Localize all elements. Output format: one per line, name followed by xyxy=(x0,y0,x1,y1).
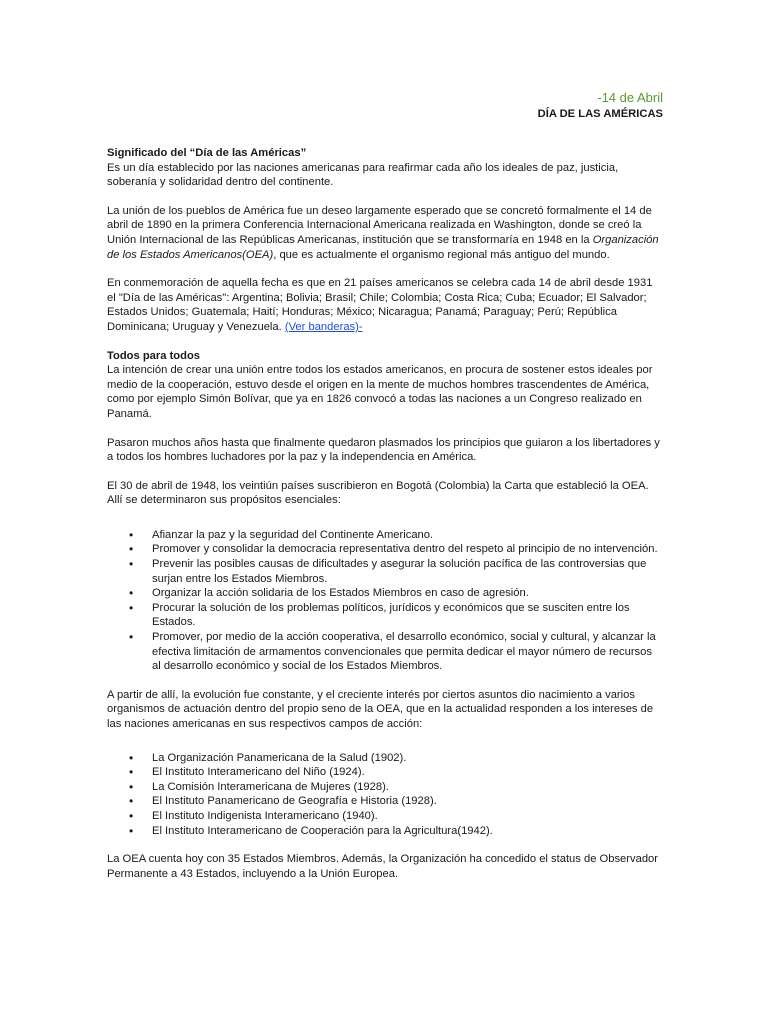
list-item: • Promover, por medio de la acción cooperativa, el desarrollo económico, social y cultural, y alcanzar la efectiva limitación de armamentos convencionales que permita dedicar el mayor número de recursos al desarrollo económico y social de los Estados Miembros. xyxy=(107,630,663,674)
list-item: • Organizar la acción solidaria de los Estados Miembros en caso de agresión. xyxy=(107,586,663,601)
organisms-list xyxy=(107,751,663,839)
commemoration-text: En conmemoración de aquella fecha es que en 21 países americanos se celebra cada 14 de abril desde 1931 el "Día de las Américas": Argentina; Bolivia; Brasil; Chile; Colombia; Costa Rica; Cuba; Ecuador; El Salvador; Estados Unidos; Guatemala; Haití; Honduras; México; Nicaragua; Panamá; Paraguay; Perú; República Dominicana; Uruguay y Venezuela. xyxy=(107,277,653,333)
list-item: • La Organización Panamericana de la Salud (1902). xyxy=(107,751,663,766)
paragraph-intro: Es un día establecido por las naciones americanas para reafirmar cada año los ideales de paz, justicia, soberanía y solidaridad dentro del continente. xyxy=(107,161,619,189)
document-title: DÍA DE LAS AMÉRICAS xyxy=(537,108,663,120)
paragraph-evolution: A partir de allí, la evolución fue constante, y el creciente interés por ciertos asuntos dio nacimiento a varios organismos de actuación dentro del propio seno de la OEA, que en la actualidad responden a los intereses de las naciones americanas en sus respectivos campos de acción: xyxy=(107,688,654,730)
paragraph-union xyxy=(107,204,663,262)
list-item: • El Instituto Interamericano de Cooperación para la Agricultura(1942). xyxy=(107,824,663,839)
purposes-list xyxy=(107,528,663,674)
paragraph-intention: La intención de crear una unión entre todos los estados americanos, en procura de sostener estos ideales por medio de la cooperación, estuvo desde el origen en la mente de muchos hombres trascendentes de América, como por ejemplo Simón Bolívar, que ya en 1826 convocó a todas las naciones a un Congreso realizado en Panamá. xyxy=(107,364,653,420)
section-heading-todos: Todos para todos xyxy=(107,349,201,362)
list-item: • Procurar la solución de los problemas políticos, jurídicos y económicos que se susciten entre los Estados. xyxy=(107,601,663,630)
list-item: • El Instituto Indigenista Interamericano (1940). xyxy=(107,809,663,824)
section-heading-meaning: Significado del “Día de las Américas” xyxy=(107,147,307,159)
list-item: • La Comisión Interamericana de Mujeres (1928). xyxy=(107,780,663,795)
list-item: • Promover y consolidar la democracia representativa dentro del respeto al principio de no intervención. xyxy=(107,542,663,557)
paragraph-years: Pasaron muchos años hasta que finalmente quedaron plasmados los principios que guiaron a los libertadores y a todos los hombres luchadores por la paz y la independencia en América. xyxy=(107,436,660,464)
union-text-pre: La unión de los pueblos de América fue un deseo largamente esperado que se concretó formalmente el 14 de abril de 1890 en la primera Conferencia Internacional Americana realizada en Washington, donde se creó la Unión Internacional de las Repúblicas Americanas, institución que se transformaría en 1948 en la xyxy=(107,204,652,246)
list-item: • El Instituto Panamericano de Geografía e Historia (1928). xyxy=(107,794,663,809)
section-meaning xyxy=(107,146,663,190)
oea-name: Organización de los Estados Americanos(OEA) xyxy=(107,233,659,261)
header-date: -14 de Abril xyxy=(597,90,663,105)
list-item: • Afianzar la paz y la seguridad del Continente Americano. xyxy=(107,528,663,543)
paragraph-commemoration xyxy=(107,276,663,334)
paragraph-closing: La OEA cuenta hoy con 35 Estados Miembros. Además, la Organización ha concedido el status de Observador Permanente a 43 Estados, incluyendo a la Unión Europea. xyxy=(107,853,658,880)
union-text-post: , que es actualmente el organismo regional más antiguo del mundo. xyxy=(273,248,610,261)
list-item: • El Instituto Interamericano del Niño (1924). xyxy=(107,765,663,780)
section-todos xyxy=(107,349,663,422)
list-item: • Prevenir las posibles causas de dificultades y asegurar la solución pacífica de las controversias que surjan entre los Estados Miembros. xyxy=(107,557,663,586)
document-page xyxy=(107,90,663,881)
flags-link[interactable]: (Ver banderas)- xyxy=(284,320,363,333)
paragraph-charter: El 30 de abril de 1948, los veintiún países suscribieron en Bogotá (Colombia) la Carta que estableció la OEA. Allí se determinaron sus propósitos esenciales: xyxy=(107,479,649,507)
